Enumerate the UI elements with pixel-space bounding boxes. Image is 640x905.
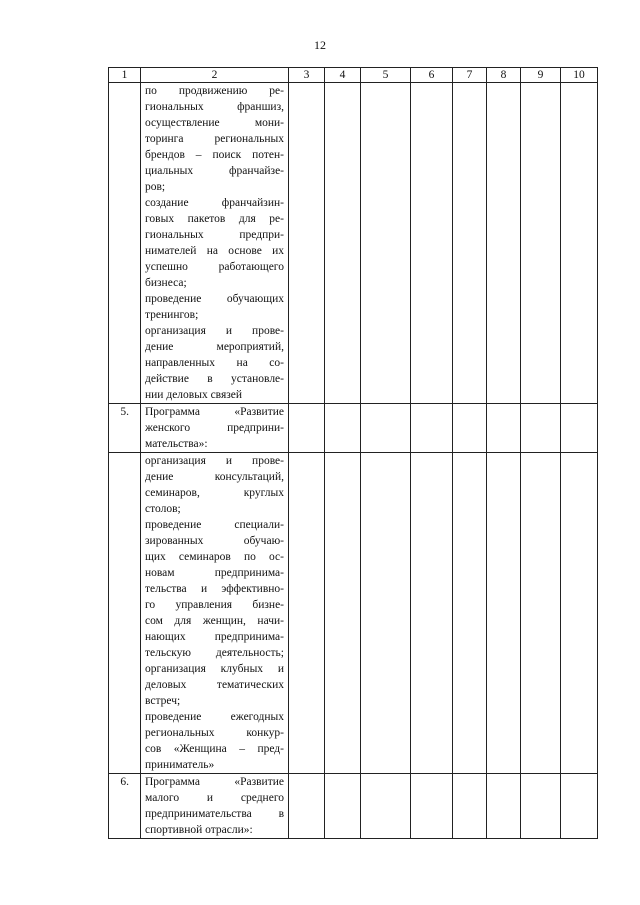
empty-cell-col-9	[521, 774, 561, 839]
row-description	[141, 453, 289, 774]
column-header-9: 9	[521, 68, 561, 83]
empty-cell-col-10	[561, 774, 598, 839]
empty-cell-col-6	[411, 404, 453, 453]
column-header-4: 4	[325, 68, 361, 83]
description-line: организация и прове-	[145, 325, 284, 337]
empty-cell-col-5	[361, 83, 411, 404]
table-header-row	[109, 68, 598, 83]
description-line: бизнеса;	[145, 277, 187, 289]
empty-cell-col-8	[487, 404, 521, 453]
description-line: организация клубных и	[145, 663, 284, 675]
empty-cell-col-7	[453, 453, 487, 774]
description-line: гиональных франшиз,	[145, 101, 284, 113]
empty-cell-col-3	[289, 404, 325, 453]
description-line: семинаров, круглых	[145, 487, 284, 499]
description-line: щих семинаров по ос-	[145, 551, 284, 563]
table-row	[109, 453, 598, 774]
column-header-7: 7	[453, 68, 487, 83]
empty-cell-col-4	[325, 453, 361, 774]
description-line: спортивной отрасли»:	[145, 824, 253, 836]
description-line: говых пакетов для ре-	[145, 213, 284, 225]
empty-cell-col-3	[289, 83, 325, 404]
column-header-10: 10	[561, 68, 598, 83]
description-line: проведение ежегодных	[145, 711, 284, 723]
description-line: по продвижению ре-	[145, 85, 284, 97]
row-description	[141, 83, 289, 404]
description-line: приниматель»	[145, 759, 215, 771]
description-line: сов «Женщина – пред-	[145, 743, 284, 755]
description-line: торинга региональных	[145, 133, 284, 145]
description-line: направленных на со-	[145, 357, 284, 369]
description-line: тренингов;	[145, 309, 199, 321]
description-line: региональных конкур-	[145, 727, 284, 739]
empty-cell-col-8	[487, 453, 521, 774]
empty-cell-col-9	[521, 453, 561, 774]
description-line: тельскую деятельность;	[145, 647, 284, 659]
empty-cell-col-5	[361, 453, 411, 774]
empty-cell-col-7	[453, 404, 487, 453]
description-line: проведение специали-	[145, 519, 284, 531]
description-line: Программа «Развитие	[145, 776, 284, 788]
empty-cell-col-3	[289, 453, 325, 774]
table-row	[109, 774, 598, 839]
description-line: новам предпринима-	[145, 567, 284, 579]
empty-cell-col-7	[453, 774, 487, 839]
row-number: 6.	[109, 774, 141, 839]
description-line: гиональных предпри-	[145, 229, 284, 241]
description-line: циальных франчайзе-	[145, 165, 284, 177]
empty-cell-col-8	[487, 83, 521, 404]
row-description	[141, 404, 289, 453]
column-header-2: 2	[141, 68, 289, 83]
description-line: осуществление мони-	[145, 117, 284, 129]
description-line: организация и прове-	[145, 455, 284, 467]
empty-cell-col-5	[361, 774, 411, 839]
empty-cell-col-10	[561, 404, 598, 453]
description-line: столов;	[145, 503, 181, 515]
description-line: ров;	[145, 181, 166, 193]
column-header-3: 3	[289, 68, 325, 83]
empty-cell-col-4	[325, 404, 361, 453]
description-line: проведение обучающих	[145, 293, 284, 305]
column-header-6: 6	[411, 68, 453, 83]
empty-cell-col-6	[411, 83, 453, 404]
empty-cell-col-9	[521, 83, 561, 404]
description-line: встреч;	[145, 695, 181, 707]
table-row	[109, 83, 598, 404]
description-line: брендов – поиск потен-	[145, 149, 284, 161]
column-header-5: 5	[361, 68, 411, 83]
empty-cell-col-3	[289, 774, 325, 839]
description-line: действие в установле-	[145, 373, 284, 385]
description-line: дение мероприятий,	[145, 341, 284, 353]
description-line: женского предприни-	[145, 422, 284, 434]
column-header-1: 1	[109, 68, 141, 83]
page-number: 12	[314, 38, 326, 52]
description-line: мательства»:	[145, 438, 208, 450]
description-line: зированных обучаю-	[145, 535, 284, 547]
column-header-8: 8	[487, 68, 521, 83]
empty-cell-col-4	[325, 83, 361, 404]
row-number: 5.	[109, 404, 141, 453]
description-line: предпринимательства в	[145, 808, 284, 820]
empty-cell-col-7	[453, 83, 487, 404]
table-row	[109, 404, 598, 453]
empty-cell-col-6	[411, 774, 453, 839]
description-line: Программа «Развитие	[145, 406, 284, 418]
description-line: успешно работающего	[145, 261, 284, 273]
description-line: нии деловых связей	[145, 389, 243, 401]
empty-cell-col-9	[521, 404, 561, 453]
empty-cell-col-8	[487, 774, 521, 839]
description-line: нающих предпринима-	[145, 631, 284, 643]
row-description	[141, 774, 289, 839]
empty-cell-col-4	[325, 774, 361, 839]
empty-cell-col-6	[411, 453, 453, 774]
description-line: деловых тематических	[145, 679, 284, 691]
row-number	[109, 83, 141, 404]
description-line: го управления бизне-	[145, 599, 284, 611]
description-line: нимателей на основе их	[145, 245, 284, 257]
description-line: тельства и эффективно-	[145, 583, 284, 595]
data-table	[108, 67, 598, 839]
description-line: создание франчайзин-	[145, 197, 284, 209]
description-line: дение консультаций,	[145, 471, 284, 483]
description-line: сом для женщин, начи-	[145, 615, 284, 627]
empty-cell-col-5	[361, 404, 411, 453]
description-line: малого и среднего	[145, 792, 284, 804]
row-number	[109, 453, 141, 774]
empty-cell-col-10	[561, 83, 598, 404]
empty-cell-col-10	[561, 453, 598, 774]
